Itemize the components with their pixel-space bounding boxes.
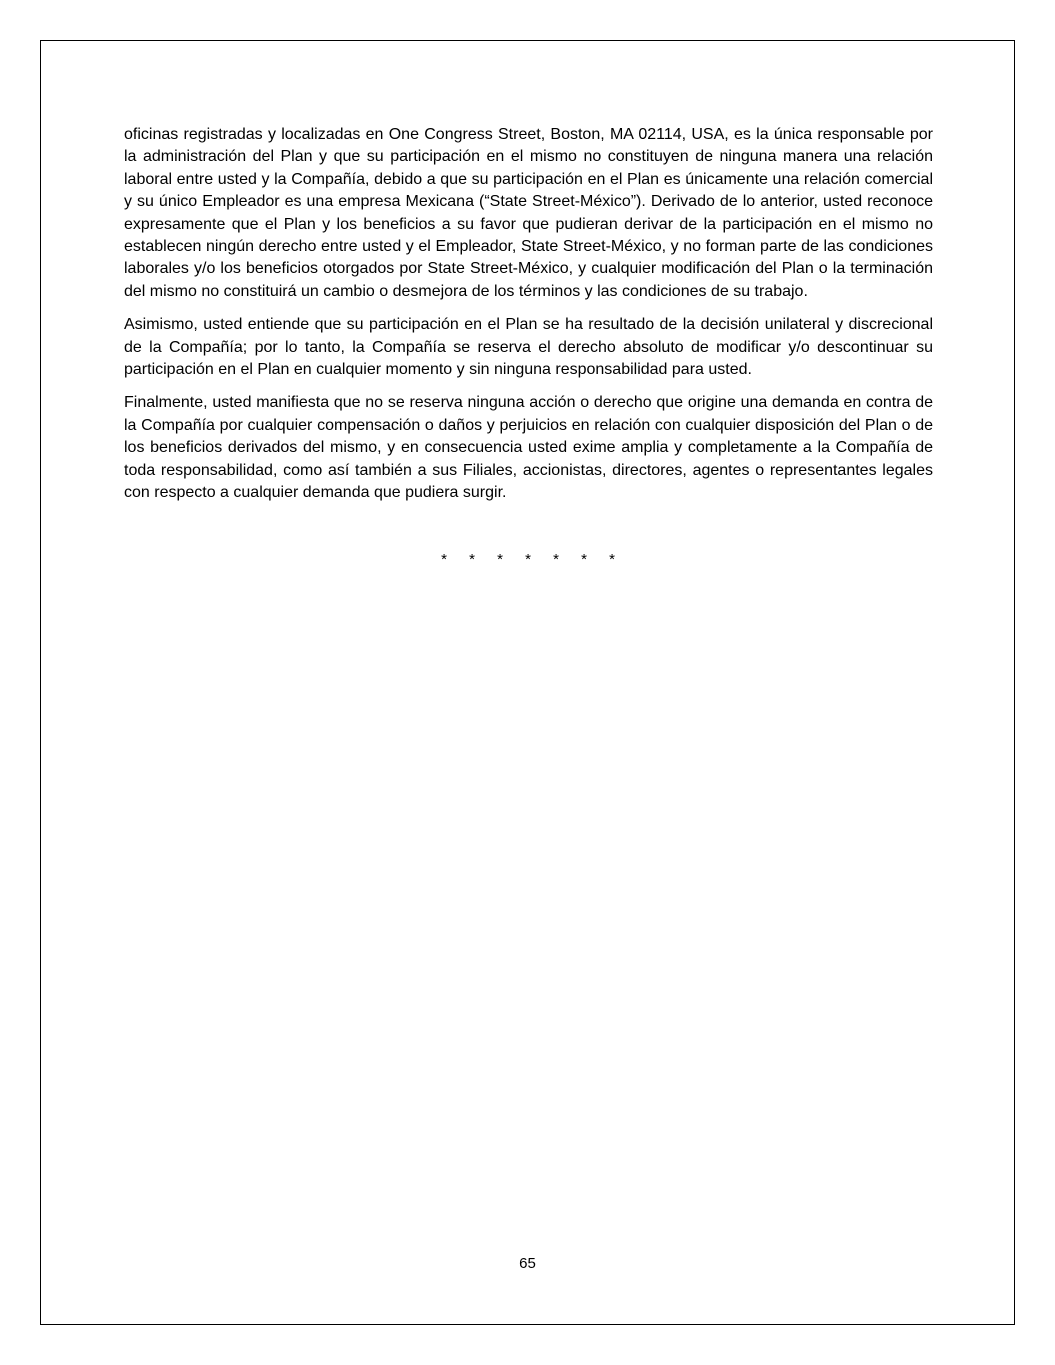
document-content: [124, 124, 933, 568]
page-border: [40, 40, 1015, 1325]
page-number: 65: [519, 1255, 536, 1272]
asterisk-separator: * * * * * * *: [441, 550, 616, 568]
paragraph-2: Asimismo, usted entiende que su participación en el Plan se ha resultado de la decisión unilateral y discrecional de la Compañía; por lo tanto, la Compañía se reserva el derecho absoluto de modificar y/o descontinuar su participación en el Plan en cualquier momento y sin ninguna responsabilidad para usted.: [124, 316, 933, 379]
paragraph-1: oficinas registradas y localizadas en One Congress Street, Boston, MA 02114, USA, es la única responsable por la administración del Plan y que su participación en el mismo no constituyen de ninguna manera una relación laboral entre usted y la Compañía, debido a que su participación en el Plan es únicamente una relación comercial y su único Empleador es una empresa Mexicana (“State Street-México”). Derivado de lo anterior, usted reconoce expresamente que el Plan y los beneficios a su favor que pudieran derivar de la participación en el mismo no establecen ningún derecho entre usted y el Empleador, State Street-México, y no forman parte de las condiciones laborales y/o los beneficios otorgados por State Street-México, y cualquier modificación del Plan o la terminación del mismo no constituirá un cambio o desmejora de los términos y las condiciones de su trabajo.: [124, 126, 933, 300]
paragraph-3: Finalmente, usted manifiesta que no se reserva ninguna acción o derecho que origine una demanda en contra de la Compañía por cualquier compensación o daños y perjuicios en relación con cualquier disposición del Plan o de los beneficios derivados del mismo, y en consecuencia usted exime amplia y completamente a la Compañía de toda responsabilidad, como así también a sus Filiales, accionistas, directores, agentes o representantes legales con respecto a cualquier demanda que pudiera surgir.: [124, 394, 933, 502]
